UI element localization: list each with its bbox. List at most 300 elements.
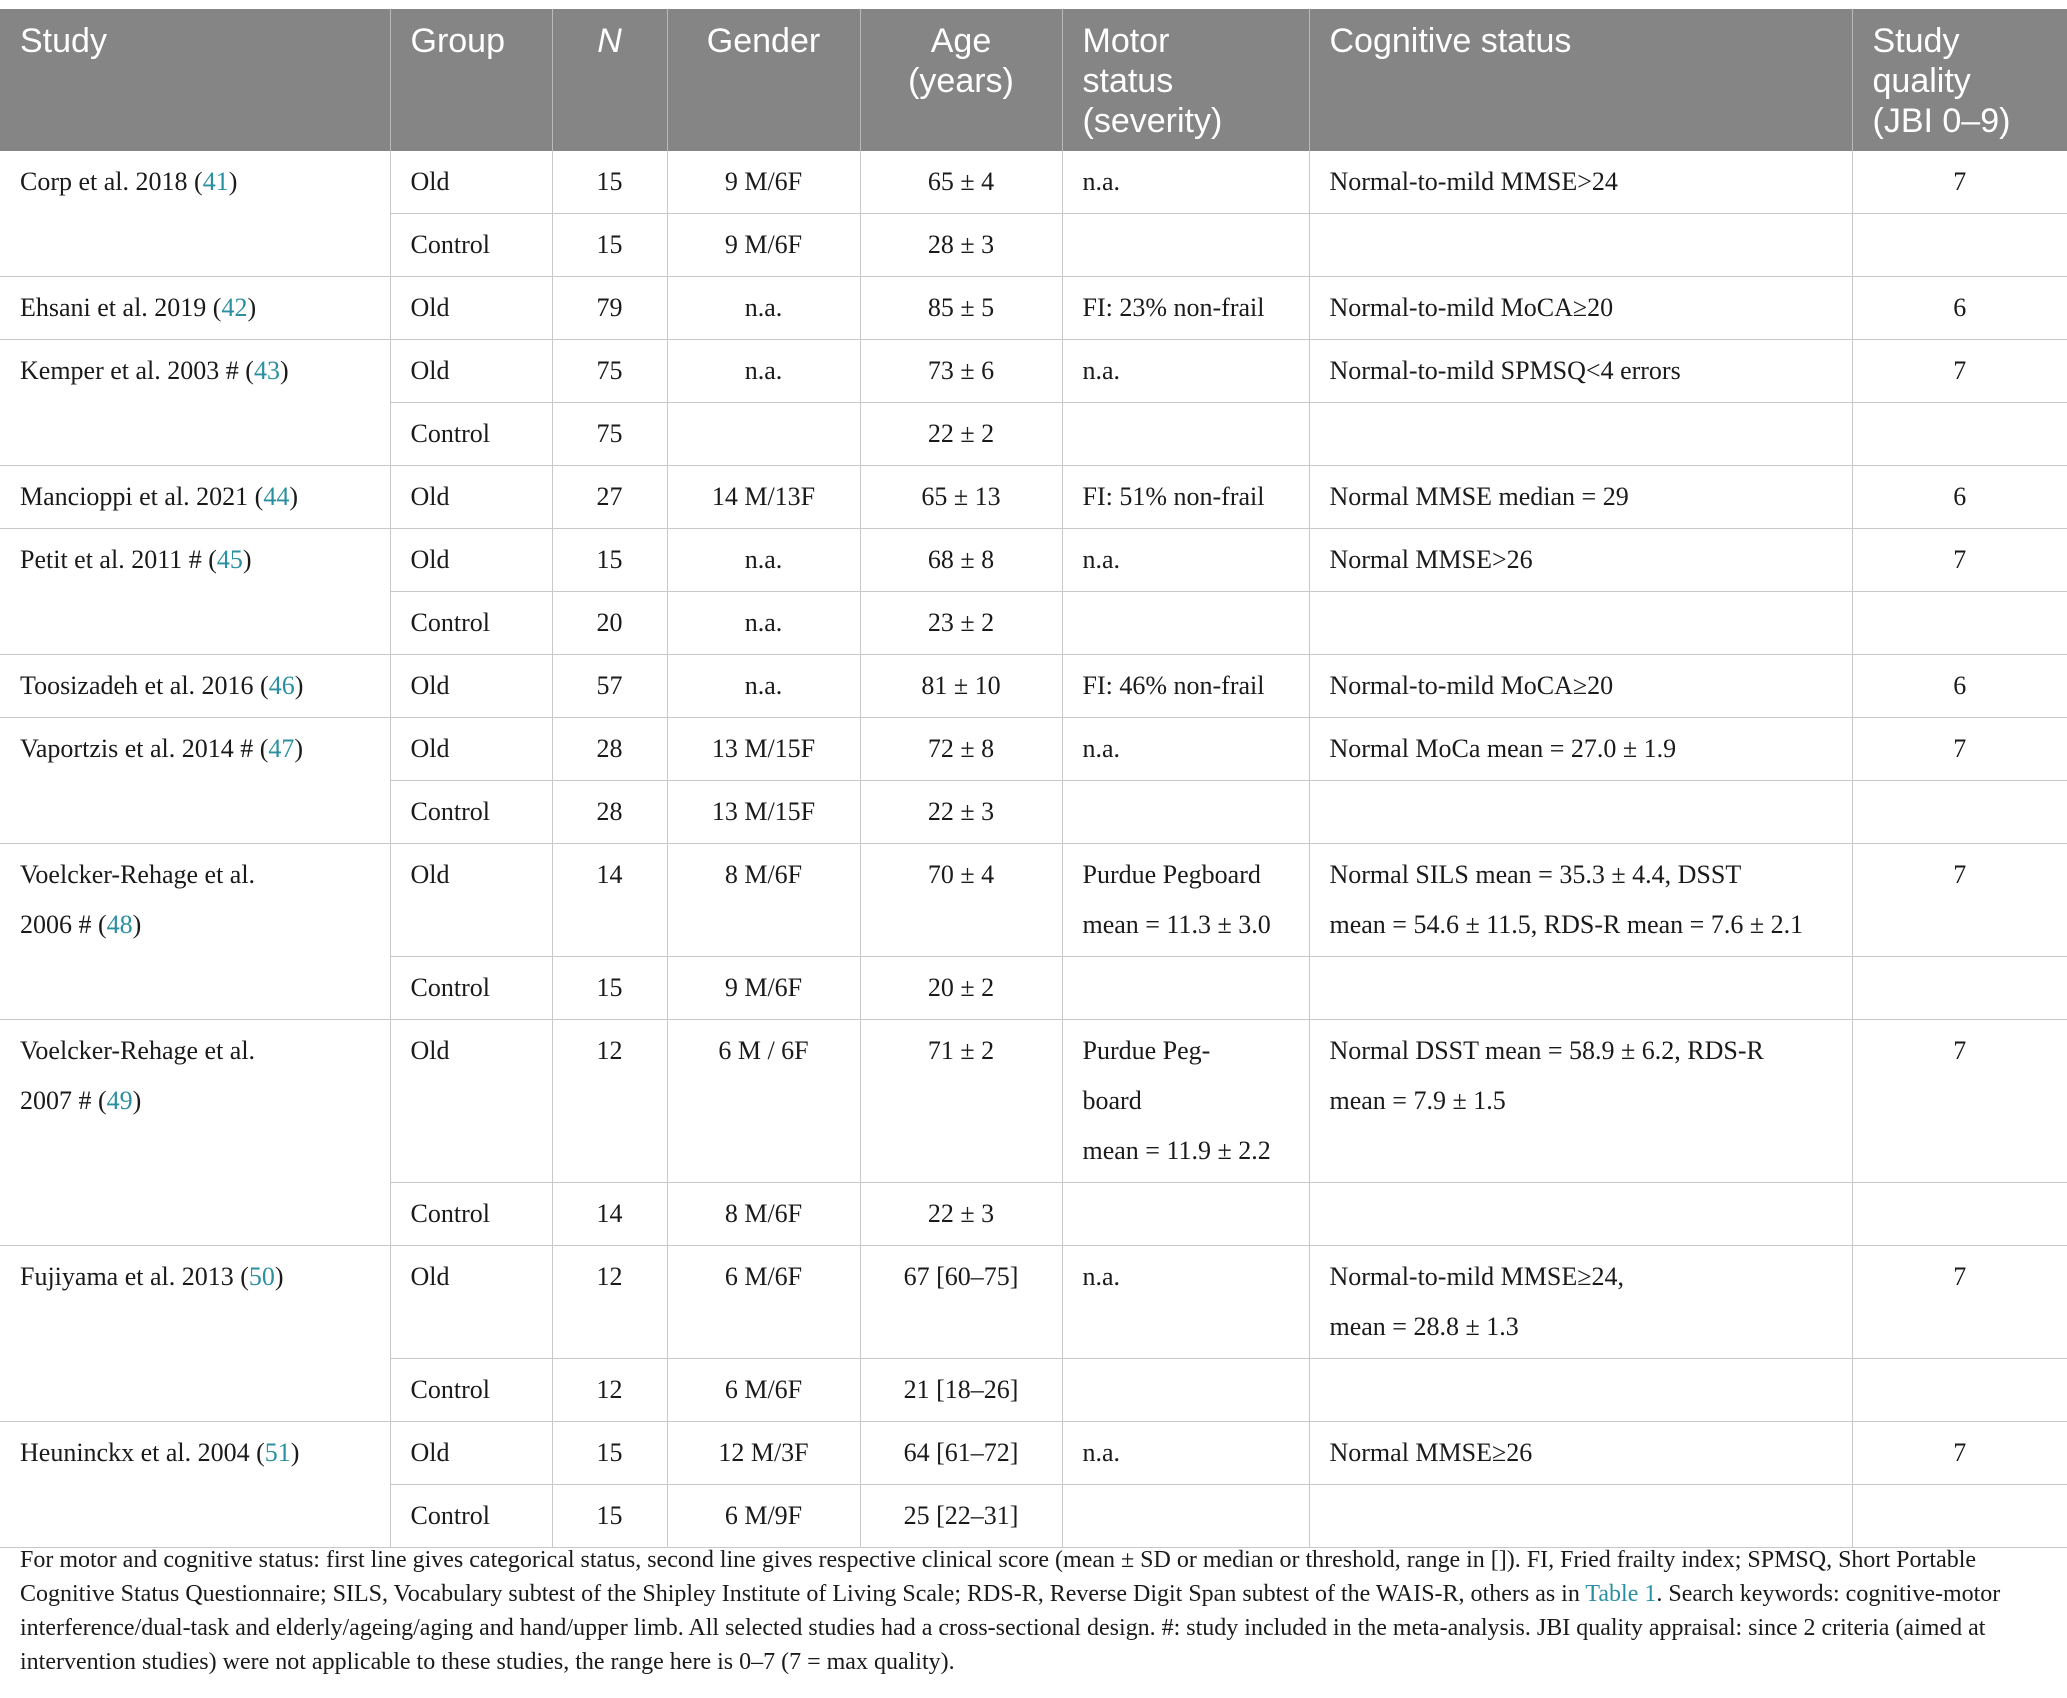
study-cell	[0, 277, 390, 340]
gender-cell	[667, 214, 860, 277]
gender-cell	[667, 277, 860, 340]
study-quality-text: 7	[1953, 356, 1967, 385]
table-row	[0, 718, 2067, 781]
age-text: 21 [18–26]	[903, 1375, 1019, 1404]
group-text: Old	[410, 1036, 450, 1065]
group-cell	[390, 466, 552, 529]
age-cell	[860, 844, 1062, 957]
study-name: Mancioppi et al. 2021 (	[20, 482, 264, 511]
cognitive-status-text: Normal-to-mild MoCA≥20	[1329, 671, 1614, 700]
motor-status-line: mean = 11.9 ± 2.2	[1082, 1136, 1271, 1165]
gender-cell	[667, 1422, 860, 1485]
motor-status-cell	[1062, 1359, 1309, 1422]
gender-cell	[667, 957, 860, 1020]
n-cell	[552, 340, 667, 403]
age-text: 65 ± 4	[927, 167, 995, 196]
motor-status-text: n.a.	[1082, 1262, 1121, 1291]
reference-link[interactable]: 42	[221, 293, 248, 322]
cognitive-status-line: Normal SILS mean = 35.3 ± 4.4, DSST	[1329, 860, 1742, 889]
cognitive-status-line: Normal-to-mild MMSE≥24,	[1329, 1262, 1624, 1291]
age-cell	[860, 1422, 1062, 1485]
table-row	[0, 466, 2067, 529]
group-cell	[390, 151, 552, 214]
gender-cell	[667, 844, 860, 957]
study-quality-text: 7	[1953, 860, 1967, 889]
motor-status-cell	[1062, 592, 1309, 655]
cognitive-status-cell	[1309, 466, 1852, 529]
study-cell	[0, 1422, 390, 1548]
cognitive-status-text: Normal MMSE>26	[1329, 545, 1533, 574]
n-text: 15	[596, 167, 623, 196]
cognitive-status-text: Normal MMSE median = 29	[1329, 482, 1629, 511]
study-quality-cell	[1852, 1422, 2067, 1485]
group-cell	[390, 844, 552, 957]
header-gender: Gender	[667, 9, 860, 151]
n-text: 12	[596, 1036, 623, 1065]
study-cell	[0, 529, 390, 655]
study-quality-text: 7	[1953, 734, 1967, 763]
age-text: 68 ± 8	[927, 545, 995, 574]
cognitive-status-cell	[1309, 1422, 1852, 1485]
age-cell	[860, 781, 1062, 844]
study-cell	[0, 844, 390, 1020]
header-group: Group	[390, 9, 552, 151]
group-text: Old	[410, 860, 450, 889]
cognitive-status-line: mean = 7.9 ± 1.5	[1329, 1086, 1506, 1115]
group-text: Control	[410, 973, 490, 1002]
gender-text: 14 M/13F	[711, 482, 816, 511]
group-text: Control	[410, 1375, 490, 1404]
n-text: 15	[596, 230, 623, 259]
cognitive-status-text: Normal-to-mild SPMSQ<4 errors	[1329, 356, 1681, 385]
study-name: 2006 # (	[20, 910, 107, 939]
n-cell	[552, 718, 667, 781]
study-quality-text: 6	[1953, 482, 1967, 511]
n-text: 14	[596, 860, 623, 889]
study-quality-cell	[1852, 151, 2067, 214]
n-text: 75	[596, 419, 623, 448]
cognitive-status-line: mean = 54.6 ± 11.5, RDS-R mean = 7.6 ± 2.1	[1329, 910, 1804, 939]
study-quality-text: 7	[1953, 167, 1967, 196]
study-name-close: )	[294, 671, 304, 700]
motor-status-text: n.a.	[1082, 1438, 1121, 1467]
group-cell	[390, 277, 552, 340]
study-quality-text: 7	[1953, 1036, 1967, 1065]
group-text: Old	[410, 1438, 450, 1467]
gender-text: 8 M/6F	[724, 860, 803, 889]
group-text: Old	[410, 545, 450, 574]
cognitive-status-cell	[1309, 214, 1852, 277]
motor-status-text: FI: 23% non-frail	[1082, 293, 1265, 322]
n-cell	[552, 655, 667, 718]
cognitive-status-cell	[1309, 1246, 1852, 1359]
age-text: 73 ± 6	[927, 356, 995, 385]
age-text: 70 ± 4	[927, 860, 995, 889]
study-table	[0, 9, 2067, 1548]
header-study-quality: Study quality (JBI 0–9)	[1852, 9, 2067, 151]
group-text: Old	[410, 356, 450, 385]
study-quality-text: 6	[1953, 671, 1967, 700]
study-cell	[0, 1020, 390, 1246]
gender-text: n.a.	[744, 671, 783, 700]
study-name-close: )	[294, 734, 304, 763]
cognitive-status-cell	[1309, 529, 1852, 592]
study-quality-text: 7	[1953, 545, 1967, 574]
gender-text: 6 M/6F	[724, 1262, 803, 1291]
cognitive-status-text: Normal MMSE≥26	[1329, 1438, 1533, 1467]
motor-status-cell	[1062, 1183, 1309, 1246]
age-cell	[860, 957, 1062, 1020]
cognitive-status-text: Normal-to-mild MMSE>24	[1329, 167, 1618, 196]
n-cell	[552, 1246, 667, 1359]
reference-link[interactable]: 41	[202, 167, 229, 196]
age-text: 22 ± 3	[927, 1199, 995, 1228]
age-cell	[860, 655, 1062, 718]
gender-text: 13 M/15F	[711, 734, 816, 763]
cognitive-status-cell	[1309, 957, 1852, 1020]
n-cell	[552, 781, 667, 844]
group-cell	[390, 1020, 552, 1183]
reference-link[interactable]: 50	[248, 1262, 275, 1291]
study-cell	[0, 340, 390, 466]
motor-status-text: n.a.	[1082, 734, 1121, 763]
motor-status-cell	[1062, 1020, 1309, 1183]
group-text: Control	[410, 1199, 490, 1228]
table-row	[0, 655, 2067, 718]
study-name-close: )	[247, 293, 257, 322]
gender-text: 9 M/6F	[724, 973, 803, 1002]
n-cell	[552, 844, 667, 957]
cognitive-status-cell	[1309, 1359, 1852, 1422]
table-row	[0, 1246, 2067, 1359]
study-cell	[0, 655, 390, 718]
study-quality-cell	[1852, 340, 2067, 403]
table-1-link[interactable]: Table 1	[1585, 1581, 1657, 1607]
n-cell	[552, 403, 667, 466]
age-text: 71 ± 2	[927, 1036, 995, 1065]
motor-status-cell	[1062, 718, 1309, 781]
motor-status-text: n.a.	[1082, 167, 1121, 196]
n-text: 12	[596, 1262, 623, 1291]
cognitive-status-cell	[1309, 403, 1852, 466]
gender-text: 9 M/6F	[724, 230, 803, 259]
gender-text: n.a.	[744, 356, 783, 385]
motor-status-text: n.a.	[1082, 356, 1121, 385]
n-text: 15	[596, 1438, 623, 1467]
age-text: 85 ± 5	[927, 293, 995, 322]
table-row	[0, 844, 2067, 957]
group-cell	[390, 340, 552, 403]
gender-cell	[667, 403, 860, 466]
gender-cell	[667, 1183, 860, 1246]
study-name-line: Voelcker-Rehage et al.	[20, 860, 256, 889]
cognitive-status-cell	[1309, 844, 1852, 957]
age-text: 20 ± 2	[927, 973, 995, 1002]
age-text: 65 ± 13	[921, 482, 1001, 511]
n-text: 57	[596, 671, 623, 700]
motor-status-cell	[1062, 529, 1309, 592]
header-motor-status: Motor status (severity)	[1062, 9, 1309, 151]
age-cell	[860, 592, 1062, 655]
age-cell	[860, 151, 1062, 214]
n-cell	[552, 592, 667, 655]
study-quality-cell	[1852, 1485, 2067, 1548]
study-quality-cell	[1852, 718, 2067, 781]
n-cell	[552, 151, 667, 214]
cognitive-status-cell	[1309, 592, 1852, 655]
motor-status-cell	[1062, 1422, 1309, 1485]
motor-status-cell	[1062, 655, 1309, 718]
motor-status-cell	[1062, 277, 1309, 340]
motor-status-cell	[1062, 1485, 1309, 1548]
age-text: 81 ± 10	[921, 671, 1001, 700]
cognitive-status-cell	[1309, 718, 1852, 781]
study-cell	[0, 466, 390, 529]
gender-cell	[667, 1359, 860, 1422]
study-quality-text: 7	[1953, 1262, 1967, 1291]
gender-cell	[667, 592, 860, 655]
study-cell	[0, 151, 390, 277]
table-row	[0, 151, 2067, 214]
n-cell	[552, 1359, 667, 1422]
group-text: Control	[410, 419, 490, 448]
n-cell	[552, 1183, 667, 1246]
reference-link[interactable]: 47	[268, 734, 295, 763]
n-cell	[552, 957, 667, 1020]
group-text: Old	[410, 293, 450, 322]
study-cell	[0, 718, 390, 844]
study-quality-cell	[1852, 957, 2067, 1020]
reference-link[interactable]: 43	[253, 356, 280, 385]
age-text: 67 [60–75]	[903, 1262, 1019, 1291]
study-name: Petit et al. 2011 # (	[20, 545, 217, 574]
study-name: Fujiyama et al. 2013 (	[20, 1262, 249, 1291]
cognitive-status-cell	[1309, 655, 1852, 718]
n-text: 75	[596, 356, 623, 385]
gender-cell	[667, 340, 860, 403]
study-name: Ehsani et al. 2019 (	[20, 293, 222, 322]
group-text: Old	[410, 1262, 450, 1291]
study-quality-cell	[1852, 529, 2067, 592]
n-cell	[552, 466, 667, 529]
age-cell	[860, 1485, 1062, 1548]
n-text: 27	[596, 482, 623, 511]
study-name-close: )	[228, 167, 238, 196]
study-name-close: )	[290, 1438, 300, 1467]
cognitive-status-cell	[1309, 1485, 1852, 1548]
group-text: Control	[410, 608, 490, 637]
age-cell	[860, 277, 1062, 340]
study-name-close: )	[289, 482, 299, 511]
gender-cell	[667, 529, 860, 592]
gender-text: n.a.	[744, 545, 783, 574]
header-age: Age (years)	[860, 9, 1062, 151]
gender-text: n.a.	[744, 293, 783, 322]
n-text: 14	[596, 1199, 623, 1228]
age-cell	[860, 718, 1062, 781]
n-cell	[552, 1422, 667, 1485]
header-cognitive-status: Cognitive status	[1309, 9, 1852, 151]
gender-text: n.a.	[744, 608, 783, 637]
age-cell	[860, 1020, 1062, 1183]
n-cell	[552, 277, 667, 340]
group-text: Control	[410, 797, 490, 826]
n-cell	[552, 1020, 667, 1183]
motor-status-text: FI: 46% non-frail	[1082, 671, 1265, 700]
gender-cell	[667, 655, 860, 718]
gender-cell	[667, 1020, 860, 1183]
group-cell	[390, 1183, 552, 1246]
study-quality-cell	[1852, 1359, 2067, 1422]
table-header	[0, 9, 2067, 151]
n-text: 79	[596, 293, 623, 322]
cognitive-status-cell	[1309, 1020, 1852, 1183]
study-name-close: )	[274, 1262, 284, 1291]
reference-link[interactable]: 46	[268, 671, 295, 700]
study-quality-cell	[1852, 655, 2067, 718]
motor-status-cell	[1062, 466, 1309, 529]
study-cell	[0, 1246, 390, 1422]
header-n: N	[552, 9, 667, 151]
study-name-line: Voelcker-Rehage et al.	[20, 1036, 256, 1065]
reference-link[interactable]: 44	[263, 482, 290, 511]
n-text: 28	[596, 797, 623, 826]
age-cell	[860, 1359, 1062, 1422]
gender-text: 13 M/15F	[711, 797, 816, 826]
group-cell	[390, 403, 552, 466]
motor-status-cell	[1062, 151, 1309, 214]
study-name: 2007 # (	[20, 1086, 107, 1115]
n-cell	[552, 529, 667, 592]
group-text: Old	[410, 167, 450, 196]
n-cell	[552, 1485, 667, 1548]
study-name: Toosizadeh et al. 2016 (	[20, 671, 269, 700]
study-quality-cell	[1852, 1020, 2067, 1183]
motor-status-cell	[1062, 957, 1309, 1020]
motor-status-line: mean = 11.3 ± 3.0	[1082, 910, 1271, 939]
group-cell	[390, 1246, 552, 1359]
cognitive-status-cell	[1309, 151, 1852, 214]
study-quality-cell	[1852, 1183, 2067, 1246]
age-cell	[860, 466, 1062, 529]
motor-status-text: n.a.	[1082, 545, 1121, 574]
group-text: Old	[410, 671, 450, 700]
age-text: 64 [61–72]	[903, 1438, 1019, 1467]
reference-link[interactable]: 49	[106, 1086, 133, 1115]
cognitive-status-cell	[1309, 781, 1852, 844]
study-name: Corp et al. 2018 (	[20, 167, 203, 196]
age-cell	[860, 529, 1062, 592]
motor-status-line: Purdue Pegboard	[1082, 860, 1261, 889]
age-text: 72 ± 8	[927, 734, 995, 763]
gender-text: 9 M/6F	[724, 167, 803, 196]
gender-cell	[667, 151, 860, 214]
group-cell	[390, 1359, 552, 1422]
n-text: 12	[596, 1375, 623, 1404]
gender-text: 6 M/9F	[724, 1501, 803, 1530]
study-quality-cell	[1852, 277, 2067, 340]
gender-text: 6 M / 6F	[718, 1036, 809, 1065]
study-name-close: )	[242, 545, 252, 574]
study-quality-cell	[1852, 781, 2067, 844]
age-text: 23 ± 2	[927, 608, 995, 637]
group-text: Old	[410, 482, 450, 511]
gender-text: 8 M/6F	[724, 1199, 803, 1228]
table-row	[0, 1020, 2067, 1183]
reference-link[interactable]: 48	[106, 910, 133, 939]
group-cell	[390, 1485, 552, 1548]
gender-cell	[667, 1246, 860, 1359]
cognitive-status-text: Normal MoCa mean = 27.0 ± 1.9	[1329, 734, 1677, 763]
study-name: Kemper et al. 2003 # (	[20, 356, 254, 385]
motor-status-line: board	[1082, 1086, 1142, 1115]
study-quality-cell	[1852, 466, 2067, 529]
study-quality-cell	[1852, 592, 2067, 655]
cognitive-status-cell	[1309, 277, 1852, 340]
reference-link[interactable]: 45	[216, 545, 243, 574]
study-quality-cell	[1852, 1246, 2067, 1359]
study-quality-cell	[1852, 403, 2067, 466]
motor-status-cell	[1062, 214, 1309, 277]
gender-cell	[667, 1485, 860, 1548]
n-text: 28	[596, 734, 623, 763]
group-cell	[390, 957, 552, 1020]
group-text: Control	[410, 230, 490, 259]
n-text: 15	[596, 973, 623, 1002]
n-text: 15	[596, 545, 623, 574]
age-cell	[860, 403, 1062, 466]
cognitive-status-text: Normal-to-mild MoCA≥20	[1329, 293, 1614, 322]
study-quality-text: 6	[1953, 293, 1967, 322]
motor-status-text: FI: 51% non-frail	[1082, 482, 1265, 511]
study-name-close: )	[132, 1086, 142, 1115]
study-name: Heuninckx et al. 2004 (	[20, 1438, 265, 1467]
table-row	[0, 529, 2067, 592]
age-text: 22 ± 3	[927, 797, 995, 826]
table-row	[0, 277, 2067, 340]
group-cell	[390, 592, 552, 655]
group-cell	[390, 781, 552, 844]
table-footnote: For motor and cognitive status: first line gives categorical status, second line gives respective clinical score (mean ± SD or median or threshold, range in []). FI, Fried frailty index; SPMSQ, Short Portable Cognitive Status Questionnaire; SILS, Vocabulary subtest of the Shipley Institute of Living Scale; RDS-R, Reverse Digit Span subtest of the WAIS-R, others as in Table 1. Search keywords: cognitive-motor interference/dual-task and elderly/ageing/aging and hand/upper limb. All selected studies had a cross-sectional design. #: study included in the meta-analysis. JBI quality appraisal: since 2 criteria (aimed at intervention studies) were not applicable to these studies, the range here is 0–7 (7 = max quality).	[20, 1547, 2001, 1675]
n-cell	[552, 214, 667, 277]
group-text: Old	[410, 734, 450, 763]
gender-text: 6 M/6F	[724, 1375, 803, 1404]
group-cell	[390, 1422, 552, 1485]
group-cell	[390, 718, 552, 781]
study-quality-text: 7	[1953, 1438, 1967, 1467]
study-name-close: )	[132, 910, 142, 939]
age-cell	[860, 340, 1062, 403]
gender-cell	[667, 781, 860, 844]
study-name-close: )	[279, 356, 289, 385]
n-text: 20	[596, 608, 623, 637]
study-quality-cell	[1852, 214, 2067, 277]
motor-status-line: Purdue Peg-	[1082, 1036, 1211, 1065]
gender-cell	[667, 466, 860, 529]
motor-status-cell	[1062, 1246, 1309, 1359]
study-name: Vaportzis et al. 2014 # (	[20, 734, 269, 763]
header-study: Study	[0, 9, 390, 151]
group-text: Control	[410, 1501, 490, 1530]
group-cell	[390, 655, 552, 718]
reference-link[interactable]: 51	[264, 1438, 291, 1467]
gender-cell	[667, 718, 860, 781]
n-text: 15	[596, 1501, 623, 1530]
motor-status-cell	[1062, 781, 1309, 844]
age-text: 22 ± 2	[927, 419, 995, 448]
table-row	[0, 1422, 2067, 1485]
cognitive-status-line: Normal DSST mean = 58.9 ± 6.2, RDS-R	[1329, 1036, 1764, 1065]
